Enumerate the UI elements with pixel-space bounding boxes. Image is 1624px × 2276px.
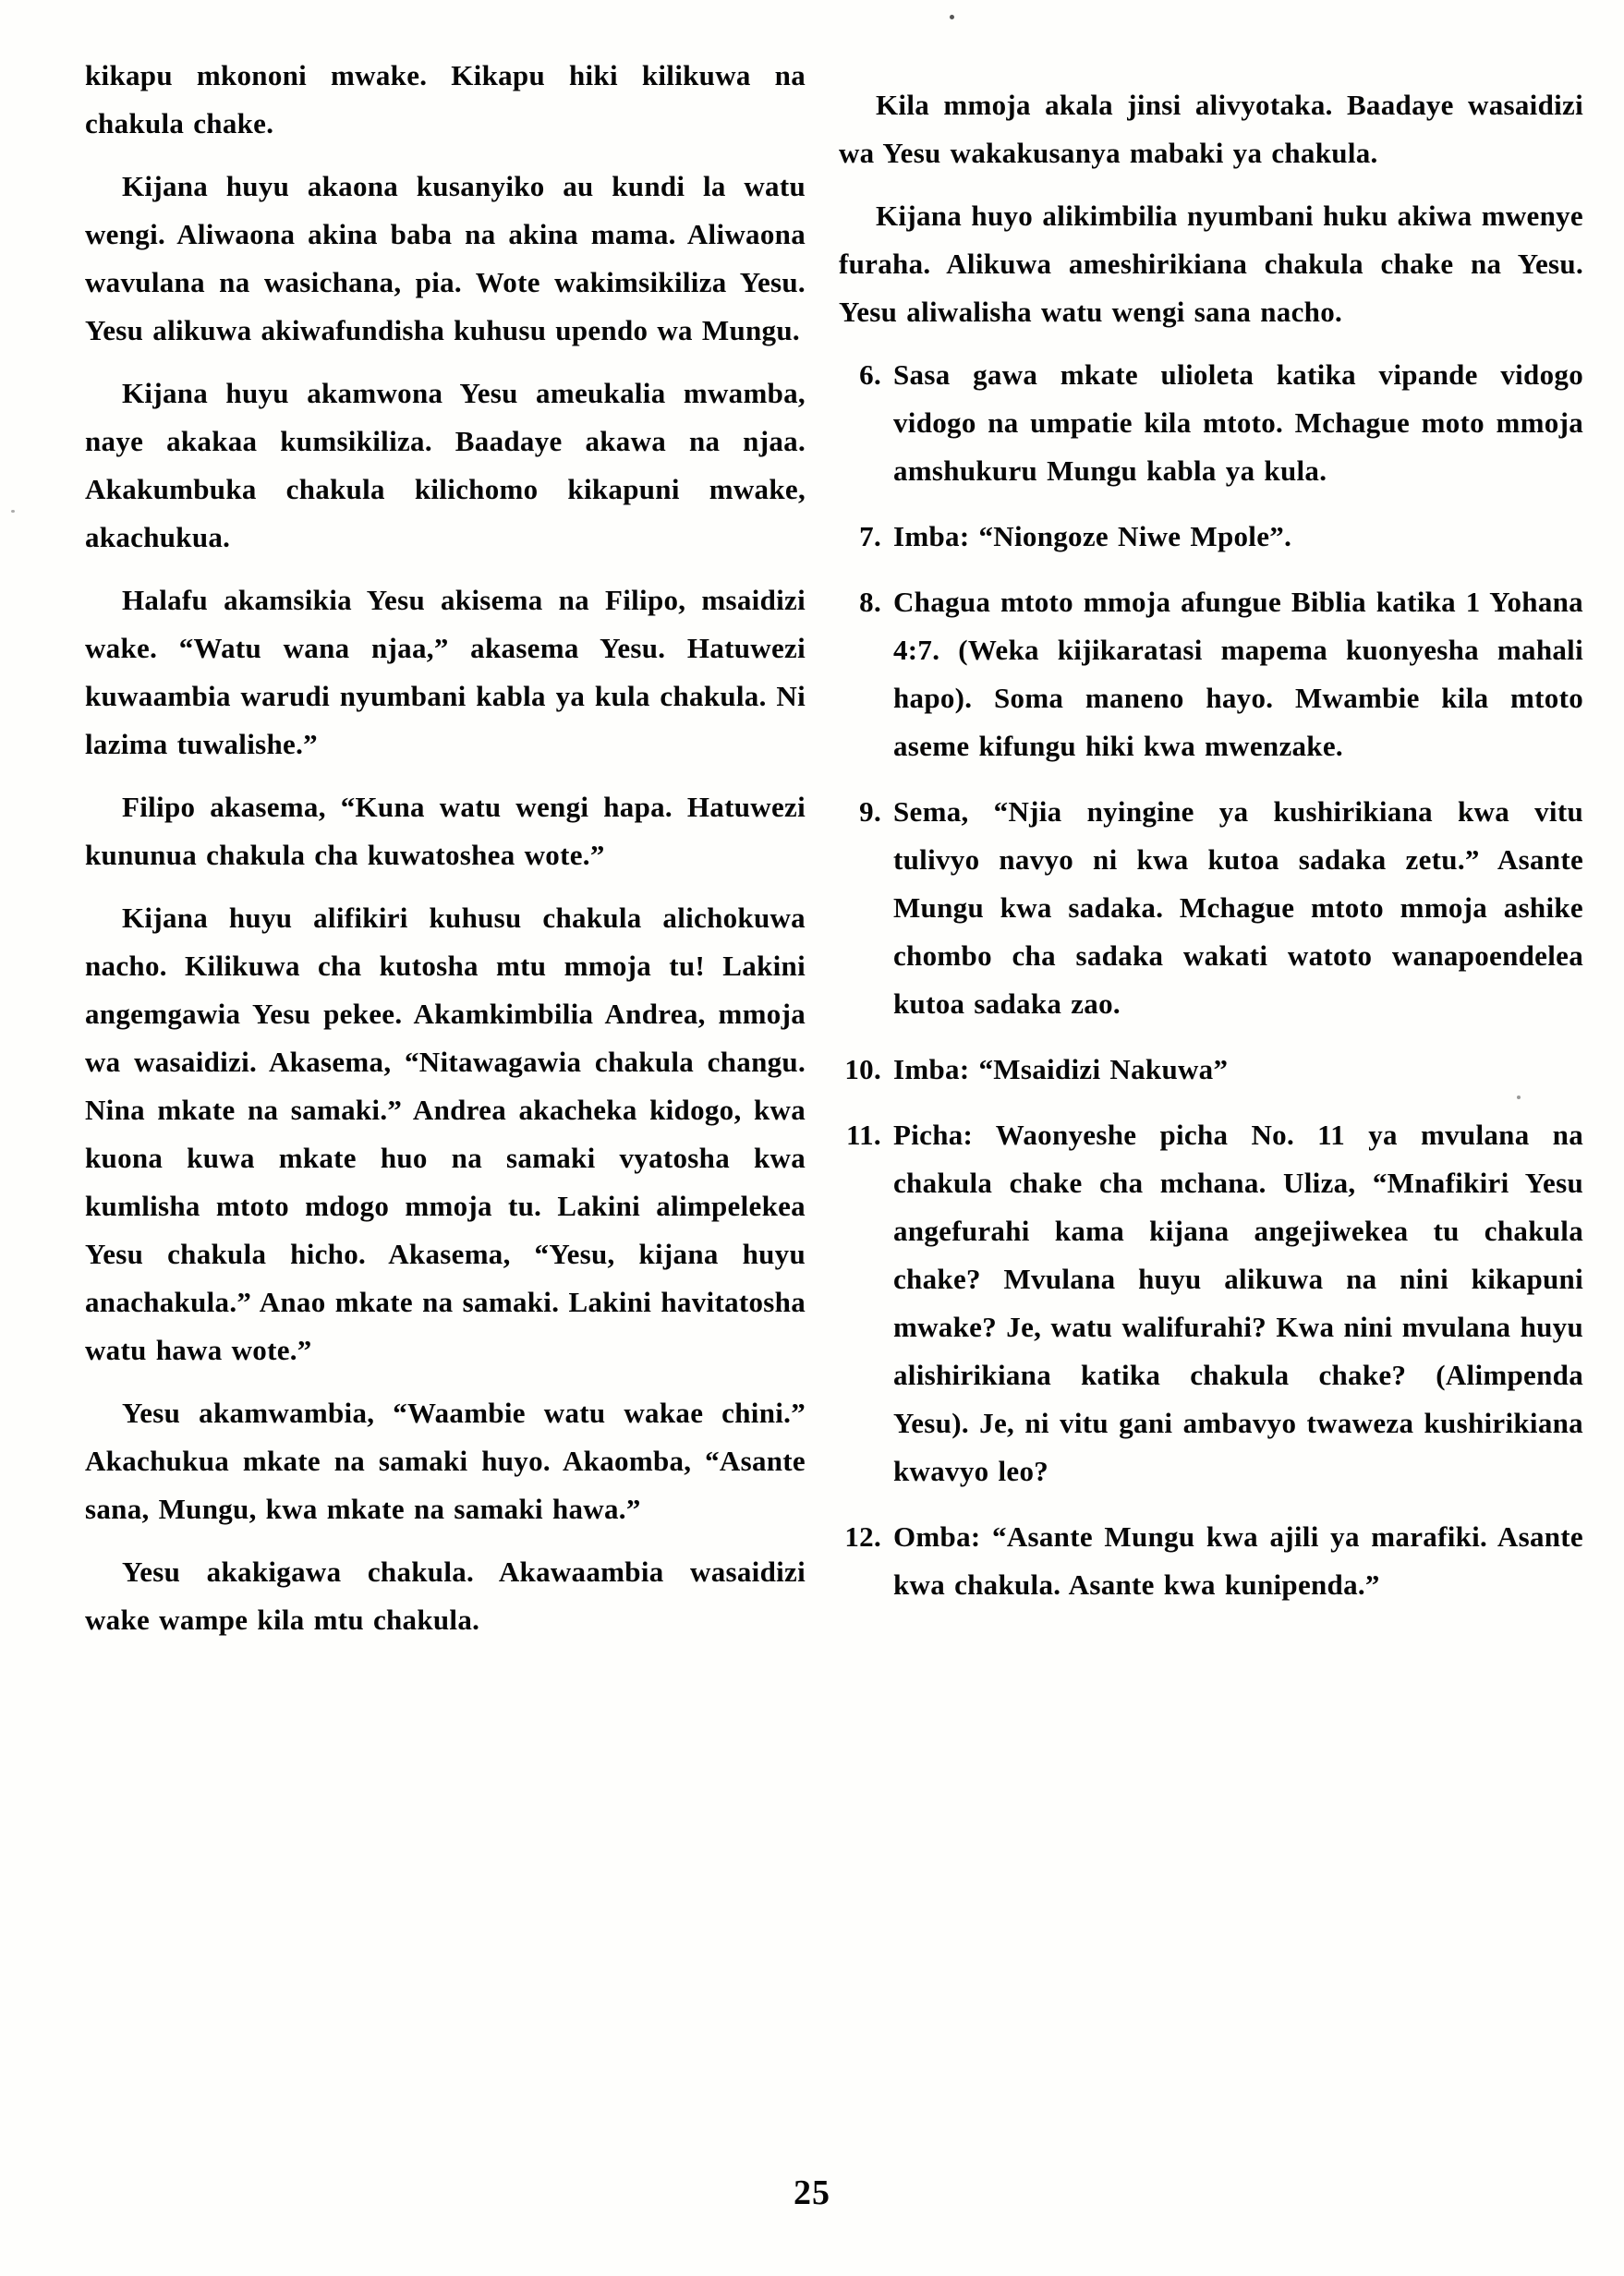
item-text: Chagua mtoto mmoja afungue Biblia katika 1 Yohana 4:7. (Weka kijikaratasi mapema kuonyesha mahali hapo). Soma maneno hayo. Mwambie kila mtoto aseme kifungu hiki kwa mwenzake. xyxy=(893,586,1583,762)
numbered-item xyxy=(839,351,1583,495)
paragraph: Kila mmoja akala jinsi alivyotaka. Baadaye wasaidizi wa Yesu wakakusanya mabaki ya chakula. xyxy=(839,89,1583,169)
numbered-item xyxy=(839,1111,1583,1495)
item-number: 12. xyxy=(844,1520,881,1553)
numbered-item xyxy=(839,788,1583,1028)
numbered-item xyxy=(839,513,1583,561)
item-text: Picha: Waonyeshe picha No. 11 ya mvulana na chakula chake cha mchana. Uliza, “Mnafikiri Yesu angefurahi kama kijana angejiwekea tu chakula chake? Mvulana huyu alikuwa na nini kikapuni mwake? Je, watu walifurahi? Kwa nini mvulana huyu alishirikiana katika chakula chake? (Alimpenda Yesu). Je, ni vitu gani ambavyo twaweza kushirikiana kwavyo leo? xyxy=(893,1119,1583,1487)
paragraph: Halafu akamsikia Yesu akisema na Filipo, msaidizi wake. “Watu wana njaa,” akasema Yesu. Hatuwezi kuwaambia warudi nyumbani kabla ya kula chakula. Ni lazima tuwalishe.” xyxy=(85,584,806,760)
item-number: 10. xyxy=(844,1053,881,1085)
item-number: 7. xyxy=(859,520,881,552)
paragraph: Filipo akasema, “Kuna watu wengi hapa. Hatuwezi kununua chakula cha kuwatoshea wote.” xyxy=(85,791,806,871)
paragraph: Kijana huyo alikimbilia nyumbani huku akiwa mwenye furaha. Alikuwa ameshirikiana chakula chake na Yesu. Yesu aliwalisha watu wengi sana nacho. xyxy=(839,200,1583,328)
page-number: 25 xyxy=(794,2173,830,2212)
numbered-item xyxy=(839,578,1583,770)
paragraph: Kijana huyu akamwona Yesu ameukalia mwamba, naye akakaa kumsikiliza. Baadaye akawa na njaa. Akakumbuka chakula kilichomo kikapuni mwake, akachukua. xyxy=(85,377,806,553)
left-column xyxy=(85,52,806,1659)
scan-speckle xyxy=(11,510,15,513)
paragraph: Kijana huyu akaona kusanyiko au kundi la watu wengi. Aliwaona akina baba na akina mama. Aliwaona wavulana na wasichana, pia. Wote wakimsikiliza Yesu. Yesu alikuwa akiwafundisha kuhusu upendo wa Mungu. xyxy=(85,170,806,346)
item-number: 11. xyxy=(846,1119,881,1151)
paragraph: kikapu mkononi mwake. Kikapu hiki kilikuwa na chakula chake. xyxy=(85,59,806,139)
scan-speckle xyxy=(1517,1096,1521,1099)
right-column xyxy=(839,81,1583,1627)
item-text: Sema, “Njia nyingine ya kushirikiana kwa vitu tulivyo navyo ni kwa kutoa sadaka zetu.” Asante Mungu kwa sadaka. Mchague mtoto mmoja ashike chombo cha sadaka wakati watoto wanapoendelea kutoa sadaka zao. xyxy=(893,795,1583,1020)
item-number: 9. xyxy=(859,795,881,828)
numbered-item xyxy=(839,1513,1583,1609)
paragraph: Yesu akakigawa chakula. Akawaambia wasaidizi wake wampe kila mtu chakula. xyxy=(85,1556,806,1636)
item-text: Imba: “Msaidizi Nakuwa” xyxy=(893,1053,1229,1085)
item-number: 8. xyxy=(859,586,881,618)
item-text: Imba: “Niongoze Niwe Mpole”. xyxy=(893,520,1292,552)
numbered-instruction-list xyxy=(839,351,1583,1609)
scan-speckle xyxy=(950,15,954,19)
paragraph: Yesu akamwambia, “Waambie watu wakae chini.” Akachukua mkate na samaki huyo. Akaomba, “Asante sana, Mungu, kwa mkate na samaki hawa.” xyxy=(85,1397,806,1525)
numbered-item xyxy=(839,1046,1583,1094)
item-text: Sasa gawa mkate ulioleta katika vipande vidogo vidogo na umpatie kila mtoto. Mchague moto mmoja amshukuru Mungu kabla ya kula. xyxy=(893,358,1583,487)
item-number: 6. xyxy=(859,358,881,391)
paragraph: Kijana huyu alifikiri kuhusu chakula alichokuwa nacho. Kilikuwa cha kutosha mtu mmoja tu! Lakini angemgawia Yesu pekee. Akamkimbilia Andrea, mmoja wa wasaidizi. Akasema, “Nitawagawia chakula changu. Nina mkate na samaki.” Andrea akacheka kidogo, kwa kuona kuwa mkate huo na samaki vyatosha kwa kumlisha mtoto mdogo mmoja tu. Lakini alimpelekea Yesu chakula hicho. Akasema, “Yesu, kijana huyu anachakula.” Anao mkate na samaki. Lakini havitatosha watu hawa wote.” xyxy=(85,902,806,1366)
item-text: Omba: “Asante Mungu kwa ajili ya marafiki. Asante kwa chakula. Asante kwa kunipenda.” xyxy=(893,1520,1583,1601)
